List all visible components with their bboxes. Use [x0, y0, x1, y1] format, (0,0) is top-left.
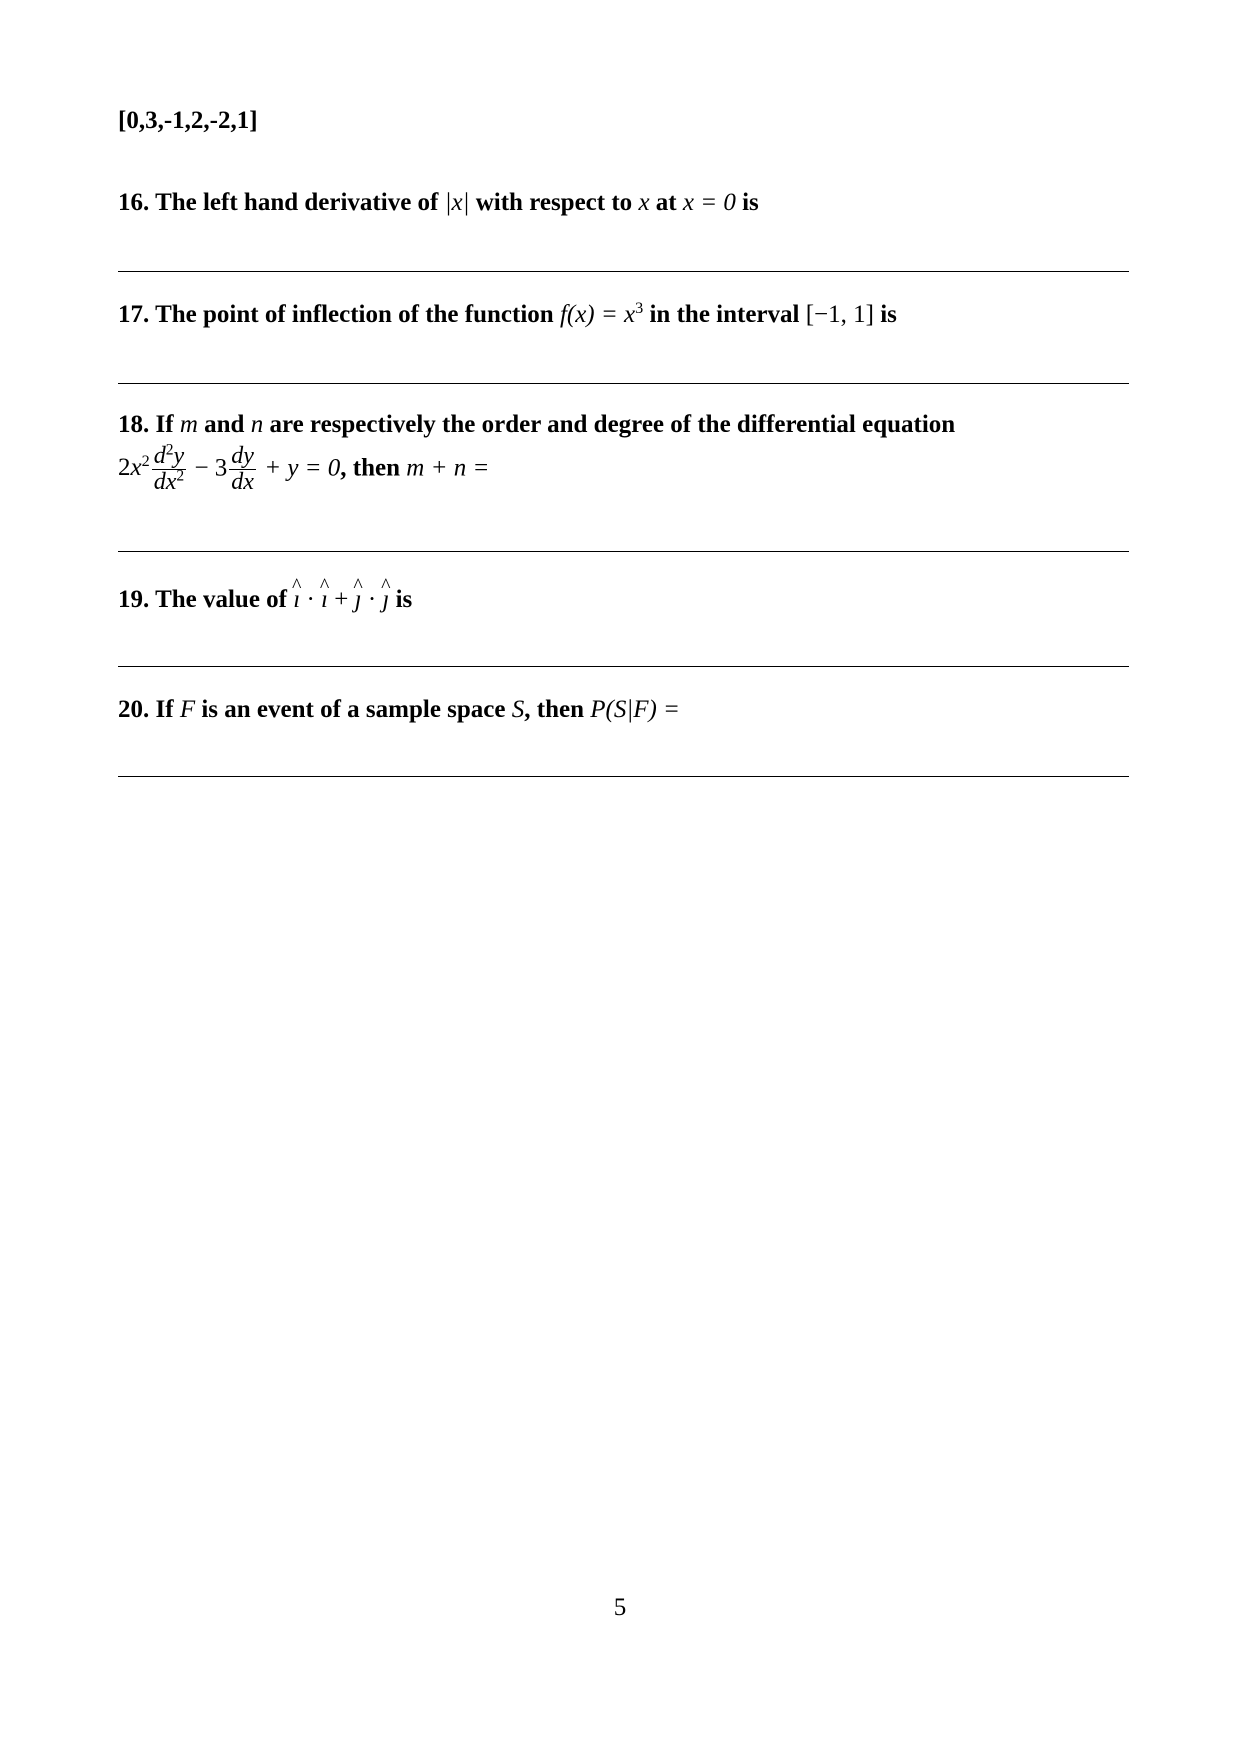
question-number: 18.	[118, 411, 150, 438]
question-17	[118, 299, 897, 328]
math-S: S	[511, 696, 525, 723]
question-text: and	[204, 411, 245, 438]
math-abs-x: |x|	[444, 189, 470, 216]
page-number: 5	[613, 1594, 627, 1621]
question-text: in the interval	[649, 301, 800, 328]
question-text: with respect to	[475, 189, 633, 216]
question-text: The left hand derivative of	[155, 189, 439, 216]
question-text: are respectively the order and degree of the differential equation	[269, 411, 956, 438]
question-number: 16.	[118, 189, 150, 216]
question-text: , then	[524, 696, 584, 723]
eq-fraction-second-derivative: $\frac{d^2y}{dx^2}$	[153, 441, 185, 496]
math-x-equals-0: x = 0	[682, 189, 736, 216]
math-conditional-probability: P(S|F) =	[590, 696, 680, 723]
math-function: $f(x) = x^3$	[559, 299, 644, 328]
eq-m-plus-n: m + n =	[406, 454, 490, 482]
question-number: 20.	[118, 696, 150, 723]
differential-equation	[118, 441, 490, 496]
eq-mid: − 3	[194, 454, 228, 482]
question-text: If	[155, 696, 174, 723]
answer-line	[118, 666, 1129, 667]
question-text: If	[155, 411, 174, 438]
answer-key: [0,3,-1,2,-2,1]	[118, 107, 258, 134]
math-x: x	[638, 189, 650, 216]
math-m: m	[179, 411, 198, 438]
question-19	[118, 587, 412, 612]
eq-lead: $2x^2$	[118, 452, 150, 482]
answer-line	[118, 383, 1129, 384]
question-text: is	[880, 301, 897, 328]
question-18	[118, 412, 955, 437]
question-text: The value of	[155, 586, 288, 613]
answer-line	[118, 271, 1129, 272]
question-text: is	[395, 586, 413, 613]
question-16	[118, 190, 759, 215]
question-number: 19.	[118, 586, 150, 613]
answer-line	[118, 776, 1129, 777]
question-text: at	[655, 189, 677, 216]
question-text: The point of inflection of the function	[155, 301, 554, 328]
answer-line	[118, 551, 1129, 552]
math-dot-product: ^ ı · ^ ı + ^ ȷ · ^ ȷ	[293, 586, 389, 613]
question-text: is an event of a sample space	[201, 696, 506, 723]
math-interval: [−1, 1]	[805, 301, 874, 328]
eq-fraction-first-derivative: $\frac{dy}{dx}$	[231, 443, 254, 496]
math-n: n	[250, 411, 264, 438]
math-F: F	[179, 696, 196, 723]
question-20	[118, 697, 680, 722]
eq-tail: + y = 0	[264, 454, 341, 482]
question-text: , then	[340, 454, 401, 482]
question-text: is	[742, 189, 759, 216]
question-number: 17.	[118, 301, 150, 328]
